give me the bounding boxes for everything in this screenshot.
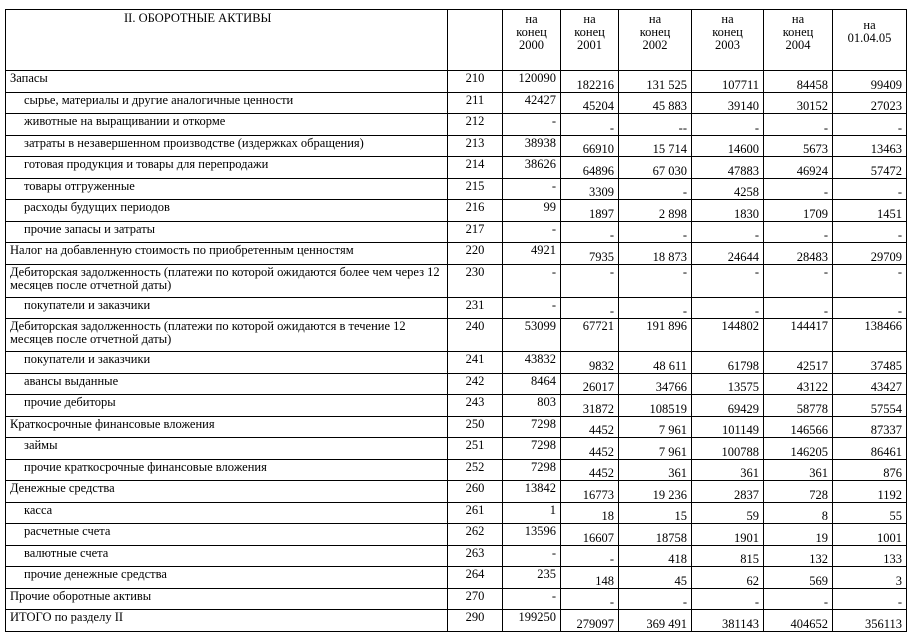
row-code: 215	[448, 178, 503, 200]
value-cell: 4921	[503, 243, 561, 265]
value-cell: 30152	[764, 92, 833, 114]
row-code: 213	[448, 135, 503, 157]
balance-table	[5, 9, 907, 632]
row-label: прочие дебиторы	[6, 395, 448, 417]
value-cell: -	[619, 297, 692, 319]
value-cell: 3309	[561, 178, 619, 200]
value-cell: 18	[561, 502, 619, 524]
table-row	[6, 524, 907, 546]
row-label: покупатели и заказчики	[6, 297, 448, 319]
value-cell: 5673	[764, 135, 833, 157]
value-cell: 13596	[503, 524, 561, 546]
value-cell: 16773	[561, 481, 619, 503]
column-header	[833, 10, 907, 71]
value-cell: 381143	[692, 610, 764, 632]
value-cell: --	[619, 114, 692, 136]
code-header	[448, 10, 503, 71]
value-cell: 148	[561, 567, 619, 589]
table-row	[6, 567, 907, 589]
row-code: 214	[448, 157, 503, 179]
row-label: авансы выданные	[6, 373, 448, 395]
row-label: Налог на добавленную стоимость по приобретенным ценностям	[6, 243, 448, 265]
value-cell: 132	[764, 545, 833, 567]
row-label: касса	[6, 502, 448, 524]
value-cell: 107711	[692, 71, 764, 93]
value-cell: 876	[833, 459, 907, 481]
value-cell: 146205	[764, 438, 833, 460]
value-cell: 404652	[764, 610, 833, 632]
table-row	[6, 92, 907, 114]
value-cell: 133	[833, 545, 907, 567]
value-cell: -	[833, 178, 907, 200]
value-cell: -	[503, 178, 561, 200]
table-row	[6, 319, 907, 352]
table-row	[6, 297, 907, 319]
value-cell: 16607	[561, 524, 619, 546]
value-cell: 356113	[833, 610, 907, 632]
table-row	[6, 243, 907, 265]
value-cell: 45204	[561, 92, 619, 114]
value-cell: -	[764, 114, 833, 136]
row-code: 243	[448, 395, 503, 417]
value-cell: -	[561, 221, 619, 243]
row-code: 231	[448, 297, 503, 319]
value-cell: -	[561, 264, 619, 297]
value-cell: 361	[692, 459, 764, 481]
table-row	[6, 438, 907, 460]
row-code: 242	[448, 373, 503, 395]
value-cell: 15 714	[619, 135, 692, 157]
value-cell: 14600	[692, 135, 764, 157]
row-code: 251	[448, 438, 503, 460]
value-cell: 46924	[764, 157, 833, 179]
value-cell: 361	[619, 459, 692, 481]
column-header-label: на конец 2000	[516, 12, 547, 52]
value-cell: 1709	[764, 200, 833, 222]
row-code: 230	[448, 264, 503, 297]
row-label: прочие денежные средства	[6, 567, 448, 589]
value-cell: 67 030	[619, 157, 692, 179]
row-code: 290	[448, 610, 503, 632]
value-cell: 42427	[503, 92, 561, 114]
value-cell: 108519	[619, 395, 692, 417]
column-header	[503, 10, 561, 71]
value-cell: 9832	[561, 352, 619, 374]
value-cell: 26017	[561, 373, 619, 395]
value-cell: -	[692, 297, 764, 319]
value-cell: 38626	[503, 157, 561, 179]
value-cell: 4452	[561, 438, 619, 460]
value-cell: 7298	[503, 459, 561, 481]
value-cell: -	[619, 178, 692, 200]
value-cell: 27023	[833, 92, 907, 114]
row-label: Запасы	[6, 71, 448, 93]
section-title: II. ОБОРОТНЫЕ АКТИВЫ	[6, 10, 448, 71]
value-cell: -	[833, 588, 907, 610]
value-cell: 37485	[833, 352, 907, 374]
value-cell: 2 898	[619, 200, 692, 222]
value-cell: -	[833, 264, 907, 297]
value-cell: -	[503, 221, 561, 243]
value-cell: 7298	[503, 416, 561, 438]
value-cell: 815	[692, 545, 764, 567]
value-cell: 146566	[764, 416, 833, 438]
row-code: 216	[448, 200, 503, 222]
row-label: займы	[6, 438, 448, 460]
value-cell: -	[764, 297, 833, 319]
value-cell: -	[619, 264, 692, 297]
value-cell: 1192	[833, 481, 907, 503]
row-label: ИТОГО по разделу II	[6, 610, 448, 632]
value-cell: -	[503, 264, 561, 297]
value-cell: 4258	[692, 178, 764, 200]
column-header	[561, 10, 619, 71]
value-cell: 43122	[764, 373, 833, 395]
value-cell: 42517	[764, 352, 833, 374]
table-row	[6, 264, 907, 297]
value-cell: -	[561, 297, 619, 319]
table-row	[6, 610, 907, 632]
value-cell: 1830	[692, 200, 764, 222]
table-row	[6, 71, 907, 93]
value-cell: 15	[619, 502, 692, 524]
row-code: 211	[448, 92, 503, 114]
value-cell: 67721	[561, 319, 619, 352]
value-cell: 569	[764, 567, 833, 589]
row-label: затраты в незавершенном производстве (издержках обращения)	[6, 135, 448, 157]
value-cell: 131 525	[619, 71, 692, 93]
value-cell: 13575	[692, 373, 764, 395]
value-cell: -	[561, 114, 619, 136]
row-label: покупатели и заказчики	[6, 352, 448, 374]
value-cell: 57554	[833, 395, 907, 417]
value-cell: 100788	[692, 438, 764, 460]
value-cell: -	[619, 588, 692, 610]
value-cell: -	[692, 588, 764, 610]
row-code: 210	[448, 71, 503, 93]
row-label: расходы будущих периодов	[6, 200, 448, 222]
value-cell: -	[503, 588, 561, 610]
row-label: товары отгруженные	[6, 178, 448, 200]
row-label: Дебиторская задолженность (платежи по которой ожидаются более чем через 12 месяцев после отчетной даты)	[6, 264, 448, 297]
row-label: расчетные счета	[6, 524, 448, 546]
value-cell: -	[764, 178, 833, 200]
value-cell: 86461	[833, 438, 907, 460]
table-row	[6, 200, 907, 222]
row-code: 240	[448, 319, 503, 352]
row-code: 260	[448, 481, 503, 503]
value-cell: 43427	[833, 373, 907, 395]
value-cell: 18 873	[619, 243, 692, 265]
value-cell: 19 236	[619, 481, 692, 503]
value-cell: 53099	[503, 319, 561, 352]
value-cell: 31872	[561, 395, 619, 417]
value-cell: -	[503, 545, 561, 567]
value-cell: -	[561, 588, 619, 610]
value-cell: -	[503, 297, 561, 319]
value-cell: 87337	[833, 416, 907, 438]
value-cell: 144802	[692, 319, 764, 352]
value-cell: 4452	[561, 459, 619, 481]
row-label: Прочие оборотные активы	[6, 588, 448, 610]
value-cell: 45 883	[619, 92, 692, 114]
value-cell: 418	[619, 545, 692, 567]
row-code: 212	[448, 114, 503, 136]
row-code: 220	[448, 243, 503, 265]
value-cell: 369 491	[619, 610, 692, 632]
value-cell: 7298	[503, 438, 561, 460]
row-label: животные на выращивании и откорме	[6, 114, 448, 136]
value-cell: -	[764, 588, 833, 610]
row-code: 262	[448, 524, 503, 546]
table-row	[6, 157, 907, 179]
row-code: 252	[448, 459, 503, 481]
header-row	[6, 10, 907, 71]
value-cell: 199250	[503, 610, 561, 632]
row-label: прочие краткосрочные финансовые вложения	[6, 459, 448, 481]
value-cell: 19	[764, 524, 833, 546]
column-header	[692, 10, 764, 71]
value-cell: 182216	[561, 71, 619, 93]
value-cell: 39140	[692, 92, 764, 114]
value-cell: 34766	[619, 373, 692, 395]
value-cell: 7 961	[619, 438, 692, 460]
column-header-label: на конец 2002	[639, 12, 671, 52]
value-cell: -	[764, 264, 833, 297]
value-cell: 8464	[503, 373, 561, 395]
value-cell: 1897	[561, 200, 619, 222]
value-cell: 69429	[692, 395, 764, 417]
value-cell: 66910	[561, 135, 619, 157]
table-row	[6, 416, 907, 438]
value-cell: 728	[764, 481, 833, 503]
value-cell: 64896	[561, 157, 619, 179]
value-cell: 45	[619, 567, 692, 589]
table-row	[6, 588, 907, 610]
value-cell: 144417	[764, 319, 833, 352]
value-cell: -	[833, 221, 907, 243]
row-code: 264	[448, 567, 503, 589]
value-cell: 13463	[833, 135, 907, 157]
value-cell: 43832	[503, 352, 561, 374]
column-header-label: на 01.04.05	[847, 18, 892, 45]
value-cell: 48 611	[619, 352, 692, 374]
value-cell: 4452	[561, 416, 619, 438]
row-label: Дебиторская задолженность (платежи по которой ожидаются в течение 12 месяцев после отчетной даты)	[6, 319, 448, 352]
row-code: 270	[448, 588, 503, 610]
value-cell: 1901	[692, 524, 764, 546]
value-cell: -	[833, 114, 907, 136]
column-header	[764, 10, 833, 71]
value-cell: 62	[692, 567, 764, 589]
value-cell: 7 961	[619, 416, 692, 438]
row-label: сырье, материалы и другие аналогичные ценности	[6, 92, 448, 114]
value-cell: 28483	[764, 243, 833, 265]
value-cell: 38938	[503, 135, 561, 157]
row-label: Краткосрочные финансовые вложения	[6, 416, 448, 438]
value-cell: 18758	[619, 524, 692, 546]
value-cell: 61798	[692, 352, 764, 374]
table-row	[6, 459, 907, 481]
value-cell: 138466	[833, 319, 907, 352]
table-row	[6, 502, 907, 524]
value-cell: 803	[503, 395, 561, 417]
value-cell: -	[692, 264, 764, 297]
value-cell: 58778	[764, 395, 833, 417]
table-row	[6, 178, 907, 200]
table-body	[6, 71, 907, 632]
value-cell: 29709	[833, 243, 907, 265]
row-code: 241	[448, 352, 503, 374]
value-cell: 1001	[833, 524, 907, 546]
value-cell: -	[692, 114, 764, 136]
value-cell: 55	[833, 502, 907, 524]
value-cell: -	[833, 297, 907, 319]
table-row	[6, 114, 907, 136]
value-cell: 84458	[764, 71, 833, 93]
table-row	[6, 352, 907, 374]
value-cell: 99	[503, 200, 561, 222]
value-cell: 47883	[692, 157, 764, 179]
value-cell: 191 896	[619, 319, 692, 352]
value-cell: -	[561, 545, 619, 567]
value-cell: 57472	[833, 157, 907, 179]
row-code: 261	[448, 502, 503, 524]
row-label: готовая продукция и товары для перепродажи	[6, 157, 448, 179]
value-cell: 24644	[692, 243, 764, 265]
value-cell: 1451	[833, 200, 907, 222]
value-cell: 3	[833, 567, 907, 589]
value-cell: 120090	[503, 71, 561, 93]
value-cell: 8	[764, 502, 833, 524]
value-cell: 7935	[561, 243, 619, 265]
value-cell: -	[692, 221, 764, 243]
value-cell: 101149	[692, 416, 764, 438]
row-code: 250	[448, 416, 503, 438]
row-code: 263	[448, 545, 503, 567]
row-label: прочие запасы и затраты	[6, 221, 448, 243]
value-cell: 1	[503, 502, 561, 524]
value-cell: 361	[764, 459, 833, 481]
value-cell: 235	[503, 567, 561, 589]
table-row	[6, 221, 907, 243]
table-row	[6, 395, 907, 417]
value-cell: 99409	[833, 71, 907, 93]
column-header-label: на конец 2003	[712, 12, 743, 52]
value-cell: 59	[692, 502, 764, 524]
value-cell: -	[503, 114, 561, 136]
row-label: Денежные средства	[6, 481, 448, 503]
value-cell: -	[764, 221, 833, 243]
value-cell: -	[619, 221, 692, 243]
table-row	[6, 545, 907, 567]
value-cell: 2837	[692, 481, 764, 503]
column-header-label: на конец 2004	[782, 12, 814, 52]
table-row	[6, 135, 907, 157]
table-row	[6, 373, 907, 395]
value-cell: 13842	[503, 481, 561, 503]
row-code: 217	[448, 221, 503, 243]
table-row	[6, 481, 907, 503]
value-cell: 279097	[561, 610, 619, 632]
column-header	[619, 10, 692, 71]
row-label: валютные счета	[6, 545, 448, 567]
column-header-label: на конец 2001	[574, 12, 605, 52]
